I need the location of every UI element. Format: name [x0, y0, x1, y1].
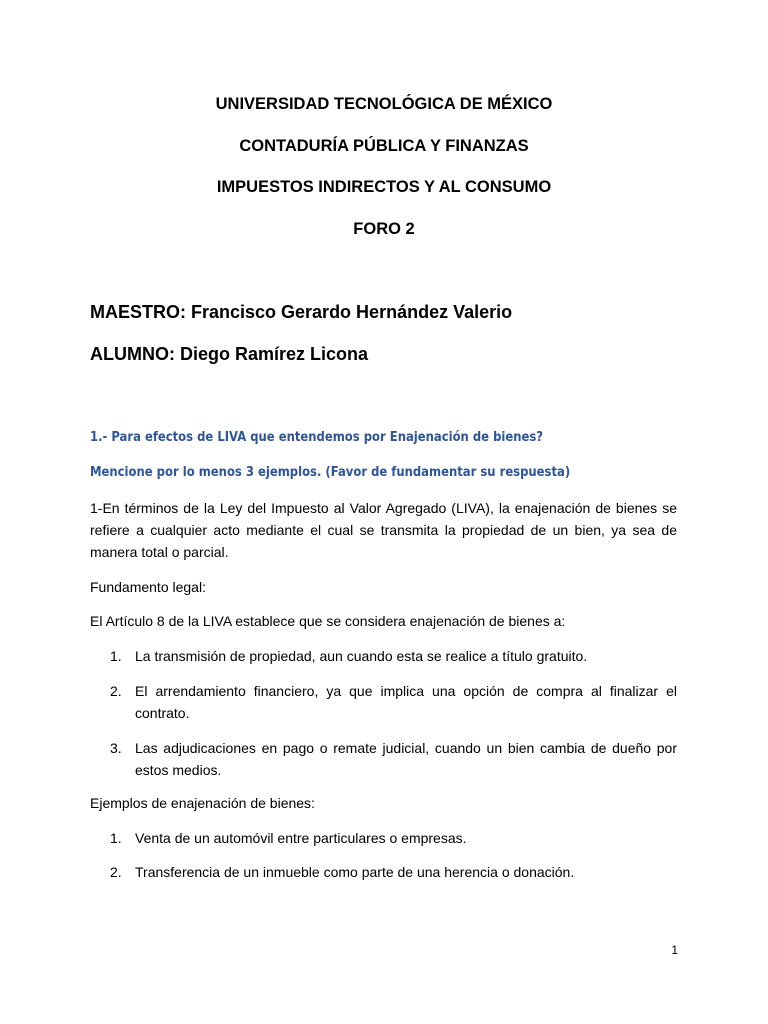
program-heading: CONTADURÍA PÚBLICA Y FINANZAS	[239, 137, 529, 155]
list-item	[110, 680, 677, 724]
student-line: ALUMNO: Diego Ramírez Licona	[90, 344, 369, 364]
examples-label: Ejemplos de enajenación de bienes:	[90, 795, 315, 811]
legal-basis-label: Fundamento legal:	[90, 579, 206, 595]
list-item	[110, 645, 677, 667]
list-item-text: El arrendamiento financiero, ya que implica una opción de compra al finalizar el contrato.	[135, 683, 677, 721]
list-item	[110, 827, 677, 849]
article-paragraph: El Artículo 8 de la LIVA establece que se considera enajenación de bienes a:	[90, 613, 566, 629]
list-item-text: La transmisión de propiedad, aun cuando esta se realice a título gratuito.	[135, 648, 588, 664]
subject-heading: IMPUESTOS INDIRECTOS Y AL CONSUMO	[216, 178, 552, 196]
list-item-number: 1.	[110, 830, 122, 846]
list-item	[110, 737, 677, 781]
assignment-heading: FORO 2	[353, 220, 415, 238]
page-number: 1	[671, 943, 678, 957]
teacher-line: MAESTRO: Francisco Gerardo Hernández Valerio	[90, 302, 513, 322]
list-item	[110, 861, 677, 883]
list-item-number: 2.	[110, 683, 122, 699]
list-item-number: 2.	[110, 864, 122, 880]
question-line-2: Mencione por lo menos 3 ejemplos. (Favor de fundamentar su respuesta)	[90, 465, 571, 480]
question-line-1: 1.- Para efectos de LIVA que entendemos por Enajenación de bienes?	[90, 430, 544, 445]
intro-paragraph: 1-En términos de la Ley del Impuesto al Valor Agregado (LIVA), la enajenación de bienes se refiere a cualquier acto mediante el cual se transmita la propiedad de un bien, ya sea de manera total o parcial.	[90, 500, 677, 560]
list-item-number: 3.	[110, 740, 122, 756]
list-item-text: Transferencia de un inmueble como parte de una herencia o donación.	[135, 864, 575, 880]
list-item-number: 1.	[110, 648, 122, 664]
list-item-text: Venta de un automóvil entre particulares o empresas.	[135, 830, 467, 846]
list-item-text: Las adjudicaciones en pago o remate judicial, cuando un bien cambia de dueño por estos medios.	[135, 740, 677, 778]
university-heading: UNIVERSIDAD TECNOLÓGICA DE MÉXICO	[215, 95, 553, 113]
